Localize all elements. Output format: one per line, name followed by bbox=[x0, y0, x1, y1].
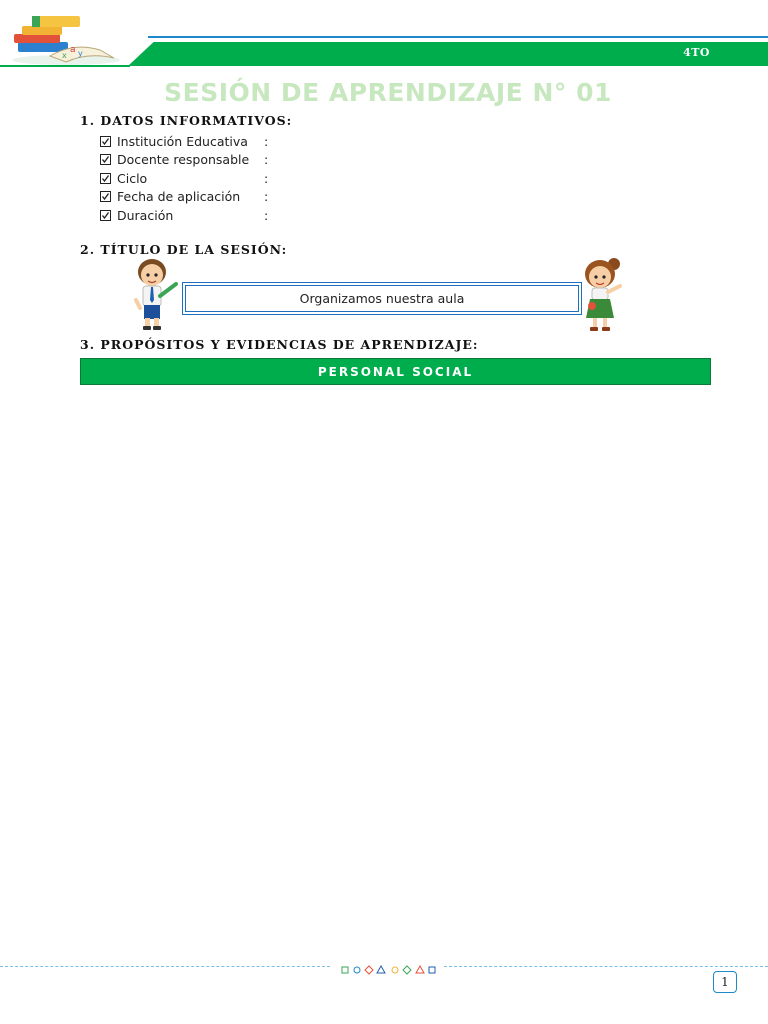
subject-bar: PERSONAL SOCIAL bbox=[80, 358, 711, 385]
section-heading-datos: 1. DATOS INFORMATIVOS: bbox=[80, 113, 293, 128]
info-label: Fecha de aplicación bbox=[117, 189, 241, 205]
section-heading-propositos: 3. PROPÓSITOS Y EVIDENCIAS DE APRENDIZAJE: bbox=[80, 337, 479, 352]
footer-dashed-line-left bbox=[0, 966, 330, 967]
info-row bbox=[100, 151, 268, 170]
header-underline bbox=[0, 65, 130, 67]
shapes-ornament-icon bbox=[340, 961, 440, 973]
info-colon: : bbox=[264, 133, 269, 149]
info-label: Institución Educativa bbox=[117, 133, 248, 149]
checkbox-icon bbox=[100, 154, 111, 165]
info-colon: : bbox=[264, 207, 269, 223]
checkbox-icon bbox=[100, 210, 111, 221]
checkbox-icon bbox=[100, 136, 111, 147]
boy-illustration-icon bbox=[132, 256, 180, 332]
books-stack-icon bbox=[10, 12, 122, 66]
page-title: SESIÓN DE APRENDIZAJE N° 01 bbox=[164, 78, 612, 107]
page-number: 1 bbox=[713, 971, 737, 993]
header-blue-line bbox=[148, 36, 768, 38]
svg-text:x: x bbox=[62, 51, 67, 60]
info-list bbox=[100, 132, 268, 225]
info-row bbox=[100, 132, 268, 151]
girl-illustration-icon bbox=[580, 256, 628, 336]
info-label: Docente responsable bbox=[117, 152, 250, 168]
section-heading-titulo: 2. TÍTULO DE LA SESIÓN: bbox=[80, 242, 288, 257]
info-row bbox=[100, 206, 268, 225]
info-colon: : bbox=[264, 189, 269, 205]
info-colon: : bbox=[264, 170, 269, 186]
svg-text:a: a bbox=[70, 45, 76, 55]
session-title-text: Organizamos nuestra aula bbox=[185, 285, 579, 312]
footer-dashed-line-right bbox=[444, 966, 768, 967]
svg-text:y: y bbox=[78, 49, 83, 58]
session-title-box bbox=[182, 282, 582, 315]
checkbox-icon bbox=[100, 173, 111, 184]
info-label: Ciclo bbox=[117, 170, 148, 186]
info-colon: : bbox=[264, 152, 269, 168]
info-label: Duración bbox=[117, 207, 174, 223]
header-green-bar bbox=[128, 42, 768, 66]
info-row bbox=[100, 169, 268, 188]
info-row bbox=[100, 188, 268, 207]
checkbox-icon bbox=[100, 191, 111, 202]
grade-label: 4TO bbox=[683, 46, 710, 59]
